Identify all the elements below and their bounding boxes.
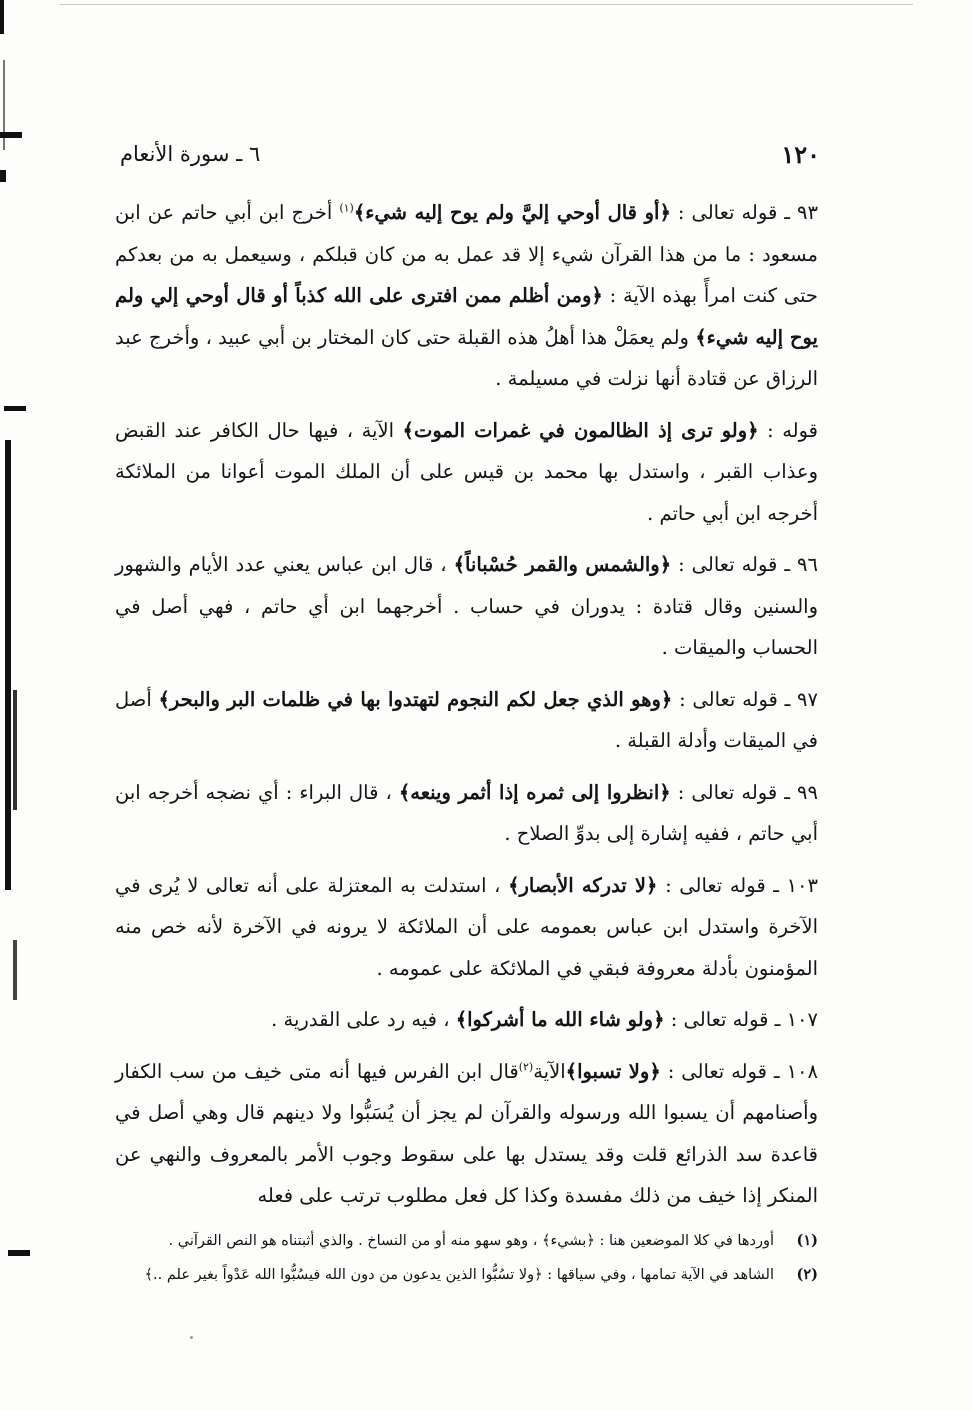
binding-mark [8, 1250, 30, 1256]
paragraph-text: ٩٧ ـ قوله تعالى : [672, 687, 818, 711]
paragraph [115, 192, 818, 400]
footnote [115, 1258, 818, 1292]
main-text [115, 192, 818, 1227]
paragraph-text: ٩٣ ـ قوله تعالى : [670, 201, 818, 224]
paragraph-text: أخرج ابن أبي حاتم عن ابن مسعود : ما من هذا القرآن شيء إلا قد عمل به من كان قبلكم ، وسيعمل به من بعدكم حتى كنت امرأً بهذه الآية : [115, 201, 818, 307]
footnote-number: (١) [796, 1232, 818, 1249]
quran-quote: ﴿انظروا إلى ثمره إذا أثمر وينعه﴾ [398, 780, 671, 804]
binding-mark [13, 940, 17, 1000]
top-rule [60, 4, 913, 5]
quran-quote: ﴿والشمس والقمر حُسْباناً﴾ [453, 553, 672, 576]
paragraph-text: قال ابن الفرس فيها أنه متى خيف من سب الكفار وأصنامهم أن يسبوا الله ورسوله والقرآن لم يجز أن يُسَبُّوا ولا دينهم قال وهي أصل في قاعدة سد الذرائع قلت وقد يستدل بها على سقوط وجوب الأمر بالمعروف والنهي عن المنكر إذا خيف من ذلك مفسدة وكذا كل فعل مطلوب ترتب على فعله [115, 1059, 818, 1207]
paragraph [115, 865, 818, 990]
footnote-text: الشاهد في الآية تمامها ، وفي سياقها : ﴿ولا تسُبُّوا الذين يدعون من دون الله فيسُبُّوا الله عَدْواً بغير علم ..﴾ [144, 1267, 774, 1283]
paragraph-text: الآية [533, 1059, 566, 1083]
quran-quote: ﴿أو قال أوحي إليَّ ولم يوح إليه شيء﴾ [353, 201, 671, 224]
binding-mark [0, 170, 6, 182]
chapter-title: ٦ ـ سورة الأنعام [120, 142, 261, 166]
binding-mark [0, 0, 4, 34]
page-number: ١٢٠ [781, 140, 820, 169]
footnotes [115, 1224, 818, 1292]
footnote [115, 1224, 818, 1258]
paragraph-text: ، فيه رد على القدرية . [271, 1008, 456, 1031]
paragraph-text: الآية ، فيها حال الكافر عند القبض وعذاب القبر ، واستدل بها محمد بن قيس على أن الملك الموت أعوانا من الملائكة أخرجه ابن أبي حاتم . [115, 418, 818, 525]
quran-quote: ﴿ومن أظلم ممن افترى على الله كذباً أو قال أوحي إلي ولم يوح إليه شيء﴾ [115, 284, 818, 349]
paragraph-text: ١٠٧ ـ قوله تعالى : [664, 1008, 818, 1031]
binding-mark [5, 440, 11, 890]
quran-quote: ﴿وهو الذي جعل لكم النجوم لتهتدوا بها في ظلمات البر والبحر﴾ [158, 687, 673, 711]
paragraph-text: ٩٩ ـ قوله تعالى : [670, 780, 818, 804]
paragraph-text: ١٠٨ ـ قوله تعالى : [660, 1059, 818, 1083]
footnote-ref: (٢) [518, 1060, 534, 1073]
paragraph [115, 772, 818, 855]
paragraph [115, 410, 818, 535]
scan-speck [190, 1336, 193, 1339]
paragraph-text: ، قال البراء : أي نضجه أخرجه ابن أبي حاتم ، ففيه إشارة إلى بدوِّ الصلاح . [115, 780, 818, 845]
footnote-ref: (١) [339, 201, 354, 215]
quran-quote: ﴿ولا تسبوا﴾ [565, 1059, 661, 1083]
paragraph [115, 544, 818, 669]
quran-quote: ﴿ولو ترى إذ الظالمون في غمرات الموت﴾ [402, 418, 759, 442]
paragraph [115, 999, 818, 1041]
paragraph-text: ، قال ابن عباس يعني عدد الأيام والشهور والسنين وقال قتادة : يدوران في حساب . أخرجهما ابن أي حاتم ، فهي أصل في الحساب والميقات . [115, 553, 818, 659]
paragraph [115, 1051, 818, 1217]
paragraph-text: ٩٦ ـ قوله تعالى : [671, 553, 818, 576]
quran-quote: ﴿لا تدركه الأبصار﴾ [508, 873, 658, 897]
binding-mark [0, 132, 22, 138]
paragraph-text: أصل في الميقات وأدلة القبلة . [115, 687, 818, 752]
quran-quote: ﴿ولو شاء الله ما أشركوا﴾ [455, 1008, 665, 1031]
binding-mark [4, 406, 26, 411]
paragraph-text: قوله : [758, 418, 818, 442]
paragraph-text: ، استدلت به المعتزلة على أنه تعالى لا يُرى في الآخرة واستدل ابن عباس بعمومه على أن الملائكة لا يرونه في الآخرة لأنه خص منه المؤمنون بأدلة معروفة فبقي في الملائكة على عمومه . [115, 873, 818, 980]
binding-mark [13, 690, 17, 810]
footnote-number: (٢) [796, 1266, 818, 1283]
footnote-text: أوردها في كلا الموضعين هنا : ﴿بشيء﴾ ، وهو سهو منه أو من النساخ . والذي أثبتناه هو النص القرآني . [168, 1233, 774, 1249]
paragraph-text: ولم يعمَلْ هذا أهلُ هذه القبلة حتى كان المختار بن أبي عبيد ، وأخرج عبد الرزاق عن قتادة أنها نزلت في مسيلمة . [115, 325, 818, 390]
paragraph [115, 679, 818, 762]
page-header [120, 140, 820, 180]
paragraph-text: ١٠٣ ـ قوله تعالى : [657, 873, 818, 897]
